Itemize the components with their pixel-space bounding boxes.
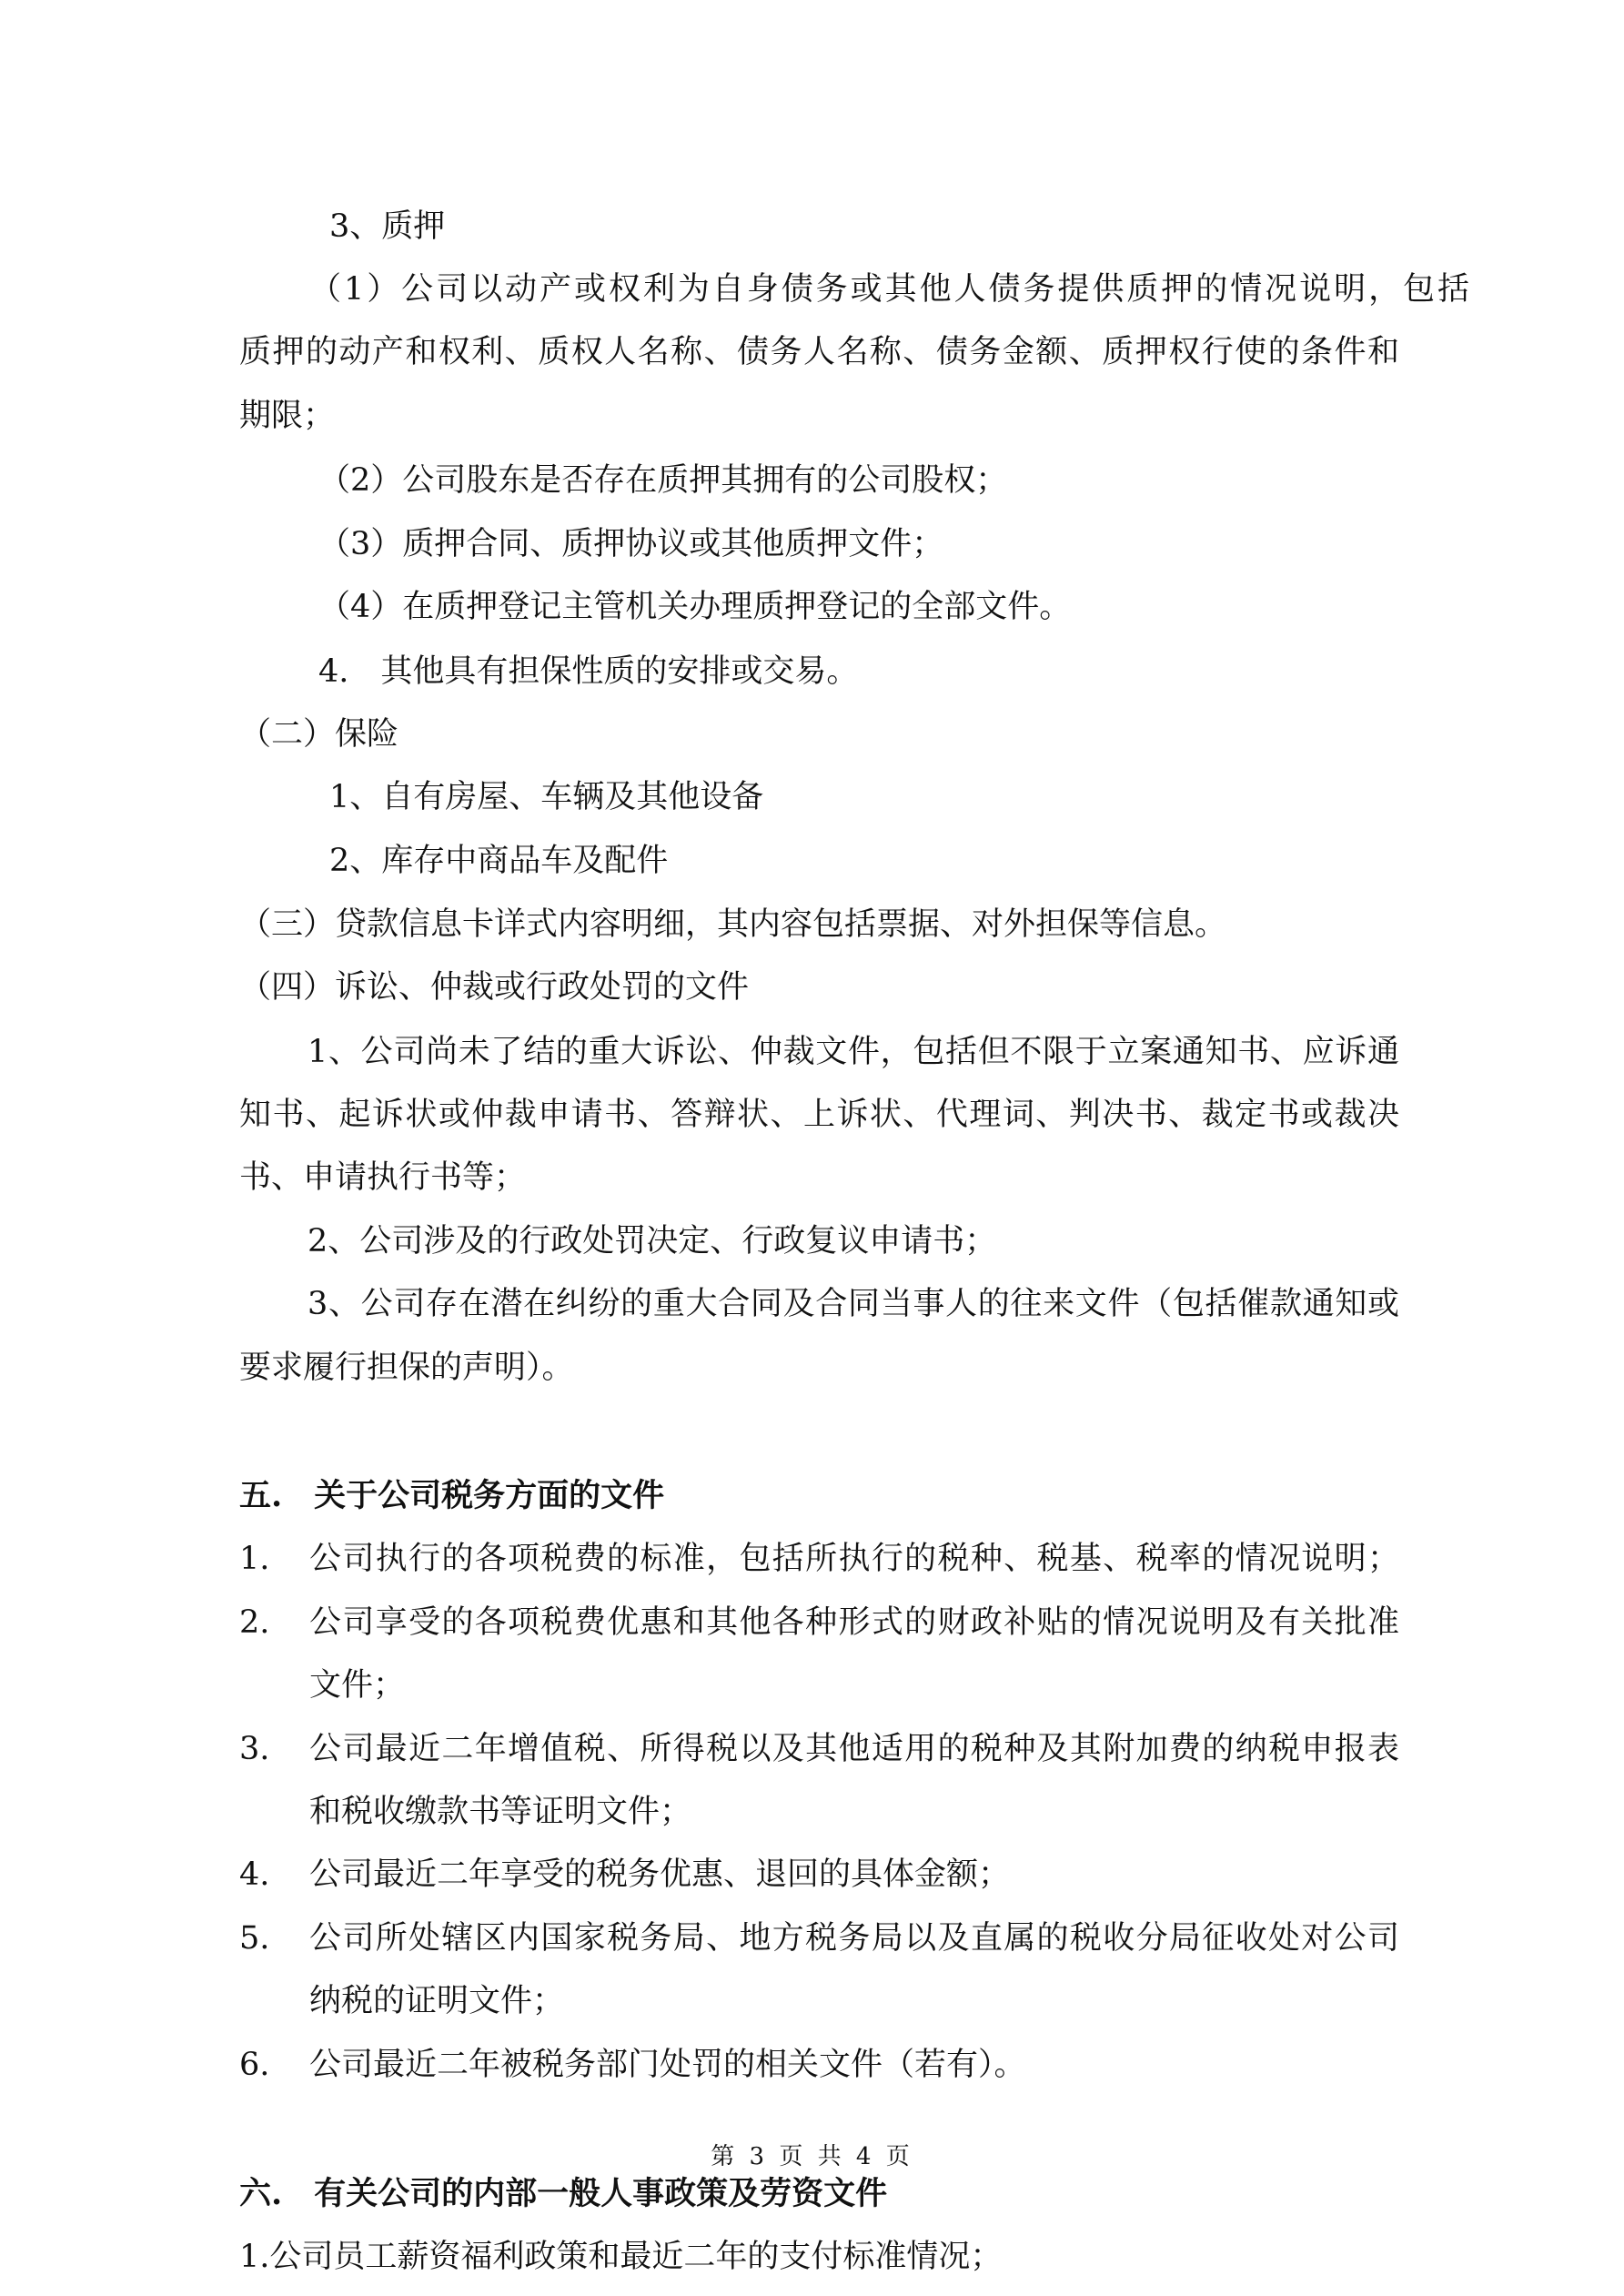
pledge-other: 4. 其他具有担保性质的安排或交易。 [318,653,859,690]
tax-item-6-number: 6. [239,2047,270,2083]
tax-item-3-number: 3. [239,1731,270,1767]
tax-item-1-line-1: 公司执行的各项税费的标准，包括所执行的税种、税基、税率的情况说明； [309,1541,1399,1577]
tax-item-6-line-1: 公司最近二年被税务部门处罚的相关文件（若有）。 [309,2047,1026,2083]
tax-item-5-number: 5. [239,1920,270,1957]
litigation-item-1-line-1: 1、公司尚未了结的重大诉讼、仲裁文件，包括但不限于立案通知书、应诉通 [308,1034,1399,1070]
tax-item-4-number: 4. [239,1856,270,1893]
tax-item-2-line-1: 公司享受的各项税费优惠和其他各种形式的财政补贴的情况说明及有关批准 [309,1604,1399,1641]
pledge-item-3: （3）质押合同、质押协议或其他质押文件； [318,526,944,562]
tax-item-3-line-2: 和税收缴款书等证明文件； [309,1794,692,1830]
pledge-item-2: （2）公司股东是否存在质押其拥有的公司股权； [318,462,1008,499]
litigation-item-3-line-1: 3、公司存在潜在纠纷的重大合同及合同当事人的往来文件（包括催款通知或 [308,1286,1399,1322]
litigation-item-2: 2、公司涉及的行政处罚决定、行政复议申请书； [308,1223,997,1259]
litigation-item-1-line-3: 书、申请执行书等； [239,1159,527,1196]
tax-item-2-number: 2. [239,1604,270,1641]
tax-item-5-line-1: 公司所处辖区内国家税务局、地方税务局以及直属的税收分局征收处对公司 [309,1920,1399,1957]
insurance-title: （二）保险 [239,716,399,753]
hr-item-1: 1.公司员工薪资福利政策和最近二年的支付标准情况； [239,2239,1003,2275]
litigation-item-1-line-2: 知书、起诉状或仲裁申请书、答辩状、上诉状、代理词、判决书、裁定书或裁决 [239,1097,1399,1133]
hr-section-title: 六. 有关公司的内部一般人事政策及劳资文件 [239,2175,888,2212]
litigation-item-3-line-2: 要求履行担保的声明）。 [239,1350,574,1386]
litigation-title: （四）诉讼、仲裁或行政处罚的文件 [239,969,750,1006]
tax-section-title: 五. 关于公司税务方面的文件 [239,1477,665,1514]
page-footer: 第 3 页 共 4 页 [711,2143,913,2170]
pledge-title: 3、质押 [329,208,446,245]
tax-item-5-line-2: 纳税的证明文件； [309,1983,565,2019]
pledge-item-1-line-3: 期限； [239,398,336,434]
tax-item-1-number: 1. [239,1541,270,1577]
pledge-item-1-line-1: （1）公司以动产或权利为自身债务或其他人债务提供质押的情况说明，包括 [309,271,1469,308]
insurance-item-1: 1、自有房屋、车辆及其他设备 [329,779,764,815]
insurance-item-2: 2、库存中商品车及配件 [329,843,669,879]
tax-item-4-line-1: 公司最近二年享受的税务优惠、退回的具体金额； [309,1856,1011,1893]
tax-item-2-line-2: 文件； [309,1667,406,1704]
pledge-item-4: （4）在质押登记主管机关办理质押登记的全部文件。 [318,589,1072,625]
loan-card-item: （三）贷款信息卡详式内容明细，其内容包括票据、对外担保等信息。 [239,906,1227,943]
tax-item-3-line-1: 公司最近二年增值税、所得税以及其他适用的税种及其附加费的纳税申报表 [309,1731,1399,1767]
pledge-item-1-line-2: 质押的动产和权利、质权人名称、债务人名称、债务金额、质押权行使的条件和 [239,334,1399,370]
